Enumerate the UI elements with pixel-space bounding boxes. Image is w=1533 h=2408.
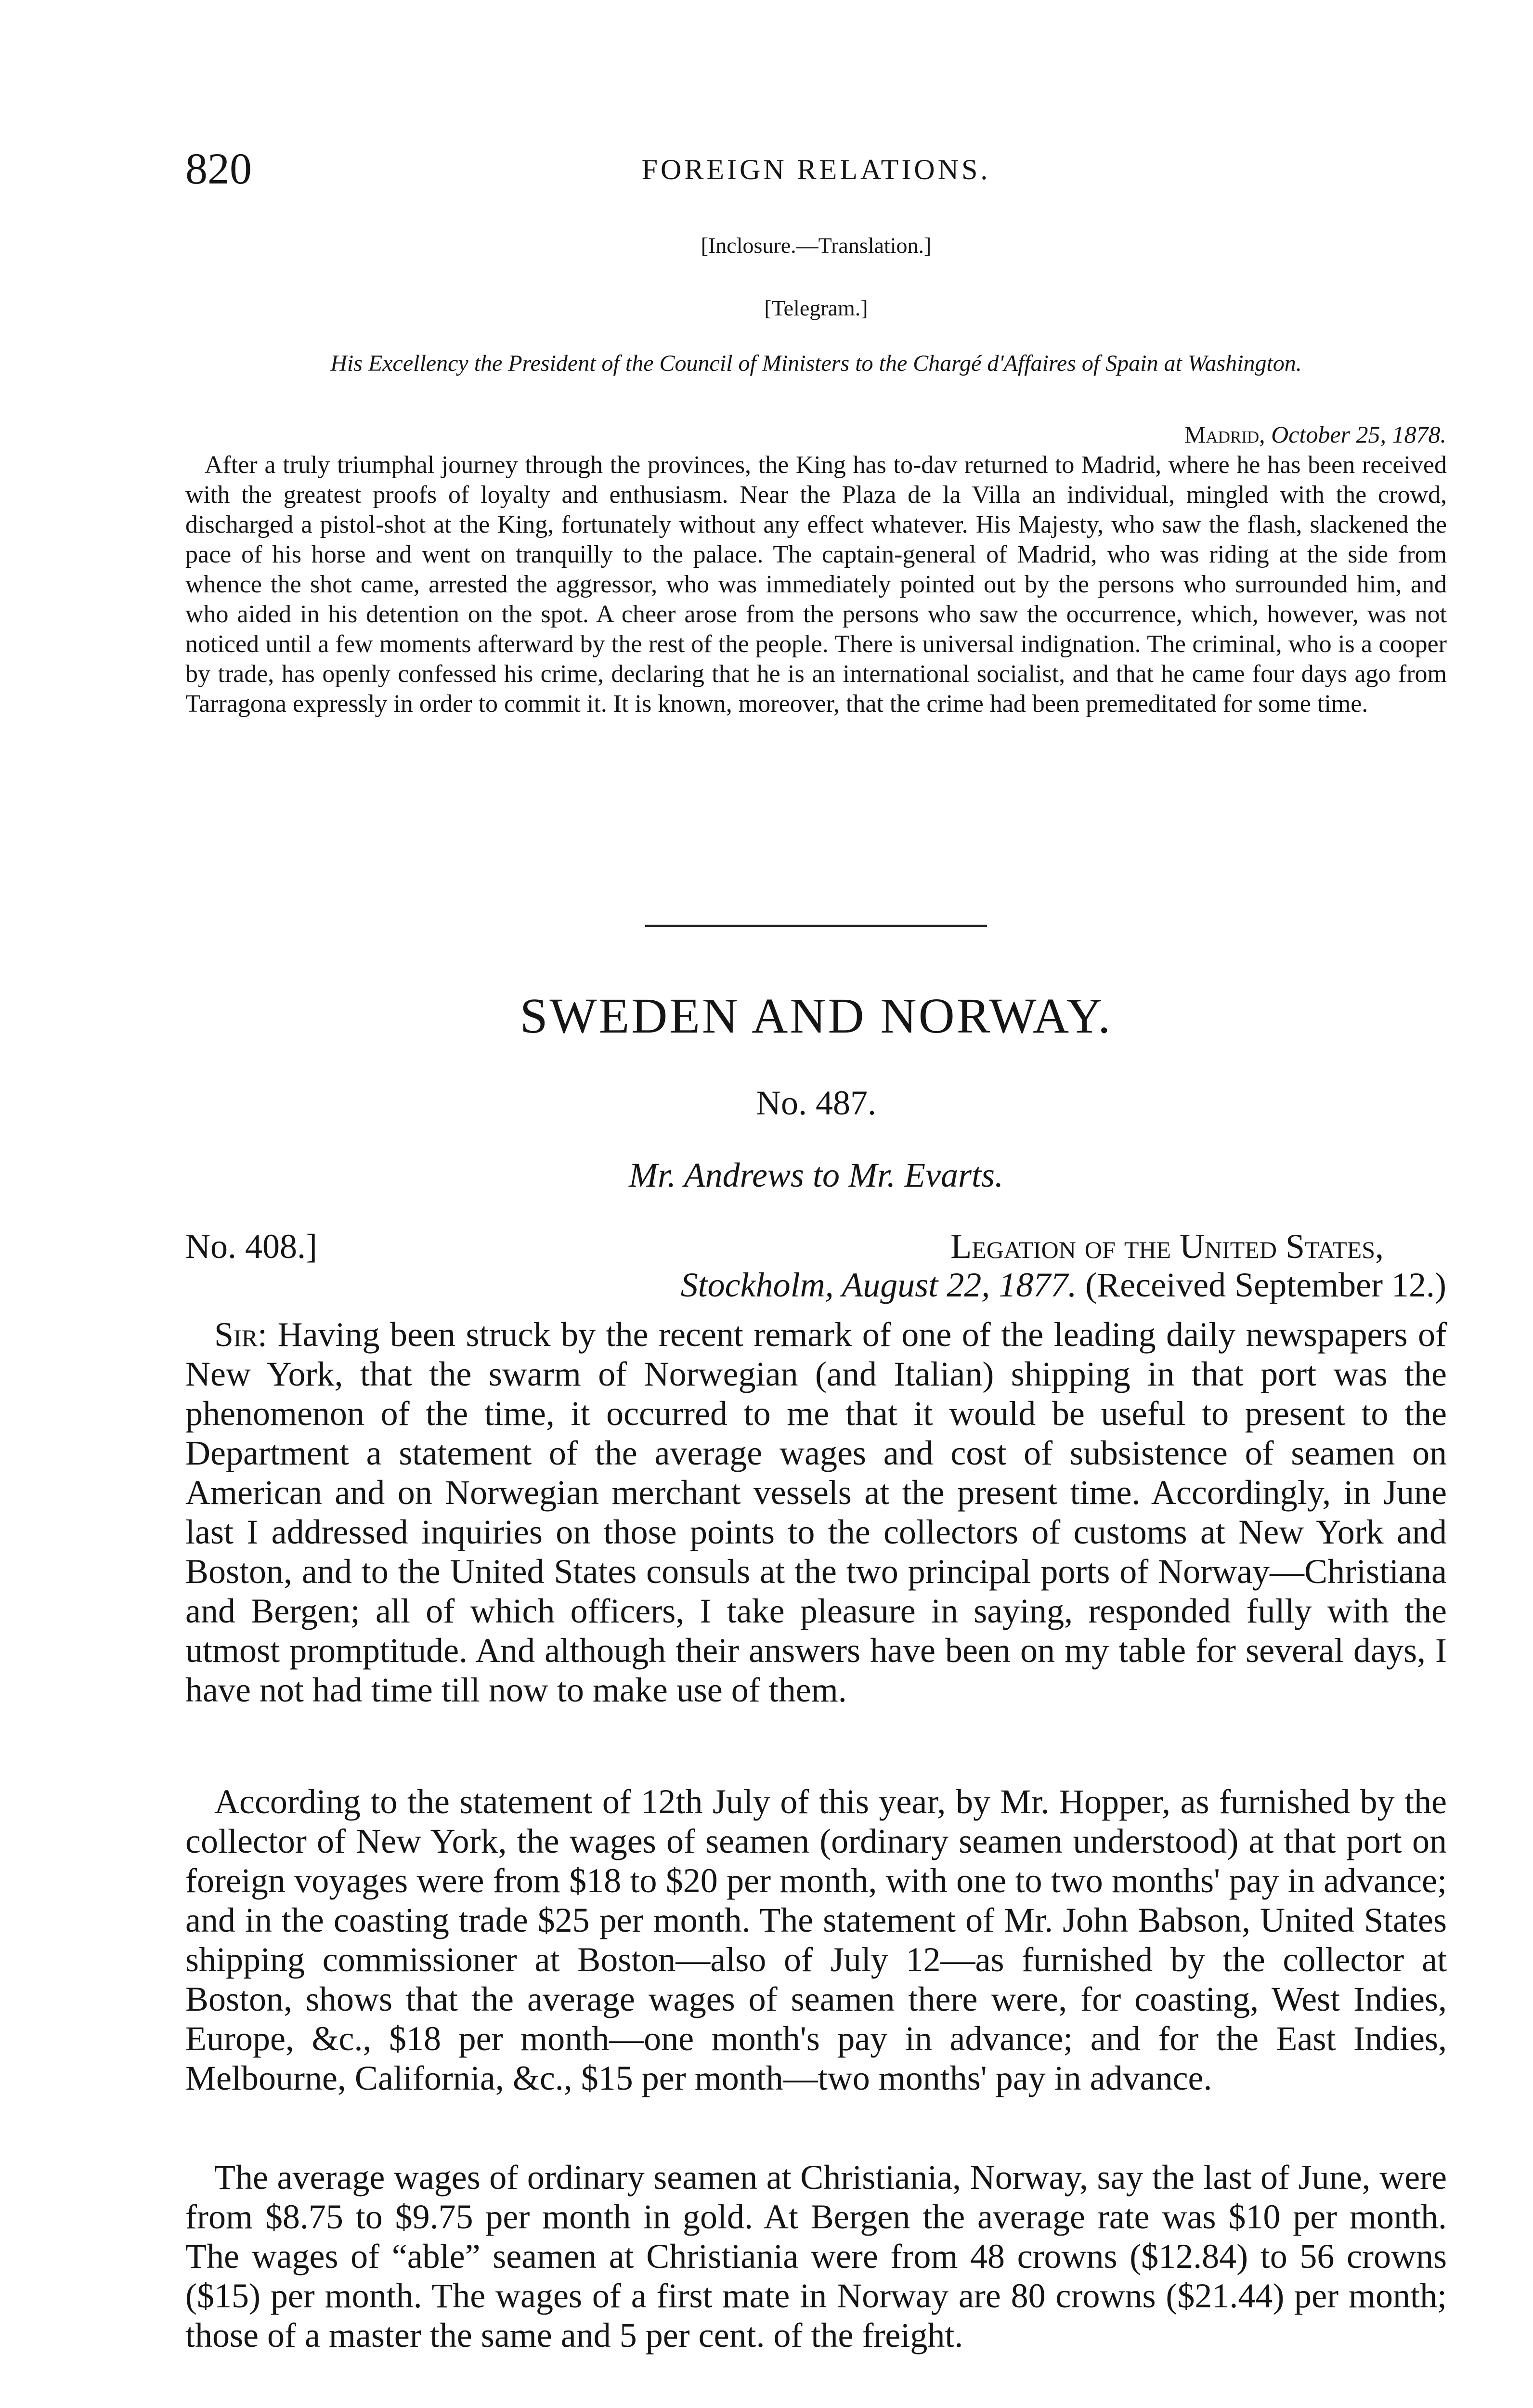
inclosure-place: Madrid,: [1184, 421, 1265, 448]
inclosure-label: [Inclosure.—Translation.]: [701, 233, 932, 258]
received-note: (Received September 12.): [1085, 1266, 1446, 1304]
section-title: SWEDEN AND NORWAY.: [520, 988, 1113, 1044]
legation-line: Legation of the United States,: [950, 1227, 1384, 1266]
inclosure-heading: His Excellency the President of the Council of Ministers to the Chargé d'Affaires of Spain at Washington.: [330, 351, 1302, 376]
section-divider: [645, 925, 987, 927]
paragraph-3: The average wages of ordinary seamen at Christiania, Norway, say the last of June, were from $8.75 to $9.75 per month in gold. At Bergen the average rate was $10 per month. The wages of “able” seamen at Christiania were from 48 crowns ($12.84) to 56 crowns ($15) per month. The wages of a first mate in Norway are 80 crowns ($21.44) per month; those of a master the same and 5 per cent. of the freight.: [185, 2158, 1447, 2355]
dispatch-number: No. 408.]: [185, 1227, 317, 1266]
running-title: FOREIGN RELATIONS.: [641, 154, 991, 185]
inclosure-dateline: [1184, 419, 1446, 450]
dispatch-dateline: [681, 1264, 1446, 1306]
salutation: Sir:: [214, 1315, 268, 1354]
paragraph-1-text: Having been struck by the recent remark of one of the leading daily newspapers of New York, that the swarm of Norwegian (and Italian) shipping in that port was the phenomenon of the time, it occurred to me that it would be useful to present to the Department a statement of the average wages and cost of subsistence of seamen on American and on Norwegian merchant vessels at the present time. Accordingly, in June last I addressed inquiries on those points to the collectors of customs at New York and Boston, and to the United States consuls at the two principal ports of Norway—Christiana and Bergen; all of which officers, I take pleasure in saying, responded fully with the utmost promptitude. And although their answers have been on my table for several days, I have not had time till now to make use of them.: [185, 1315, 1447, 1709]
page-number: 820: [185, 144, 252, 193]
running-head: [185, 142, 1447, 195]
telegram-body: After a truly triumphal journey through the provinces, the King has to-dav returned to Madrid, where he has been received with the greatest proofs of loyalty and enthusiasm. Near the Plaza de la Villa an individual, mingled with the crowd, discharged a pistol-shot at the King, fortunately without any effect whatever. His Majesty, who saw the flash, slackened the pace of his horse and went on tranquilly to the palace. The captain-general of Madrid, who was riding at the side from whence the shot came, arrested the aggressor, who was immediately pointed out by the persons who surrounded him, and who aided in his detention on the spot. A cheer arose from the persons who saw the occurrence, which, however, was not noticed until a few moments afterward by the rest of the people. There is universal indignation. The criminal, who is a cooper by trade, has openly confessed his crime, declaring that he is an international socialist, and that he came four days ago from Tarragona expressly in order to commit it. It is known, moreover, that the crime had been premeditated for some time.: [185, 451, 1447, 718]
dispatch-place-date: Stockholm, August 22, 1877.: [680, 1266, 1077, 1304]
paragraph-2: According to the statement of 12th July of this year, by Mr. Hopper, as furnished by the collector of New York, the wages of seamen (ordinary seamen understood) at that port on foreign voyages were from $18 to $20 per month, with one to two months' pay in advance; and in the coasting trade $25 per month. The statement of Mr. John Babson, United States shipping commissioner at Boston—also of July 12—as furnished by the collector at Boston, shows that the average wages of seamen there were, for coasting, West Indies, Europe, &c., $18 per month—one month's pay in advance; and for the East Indies, Melbourne, California, &c., $15 per month—two months' pay in advance.: [185, 1782, 1447, 2097]
document-number: No. 487.: [756, 1084, 876, 1122]
inclosure-date: October 25, 1878.: [1271, 421, 1446, 448]
document-heading: Mr. Andrews to Mr. Evarts.: [628, 1156, 1004, 1194]
paragraph-1: [185, 1315, 1447, 1710]
telegram-label: [Telegram.]: [764, 296, 868, 320]
